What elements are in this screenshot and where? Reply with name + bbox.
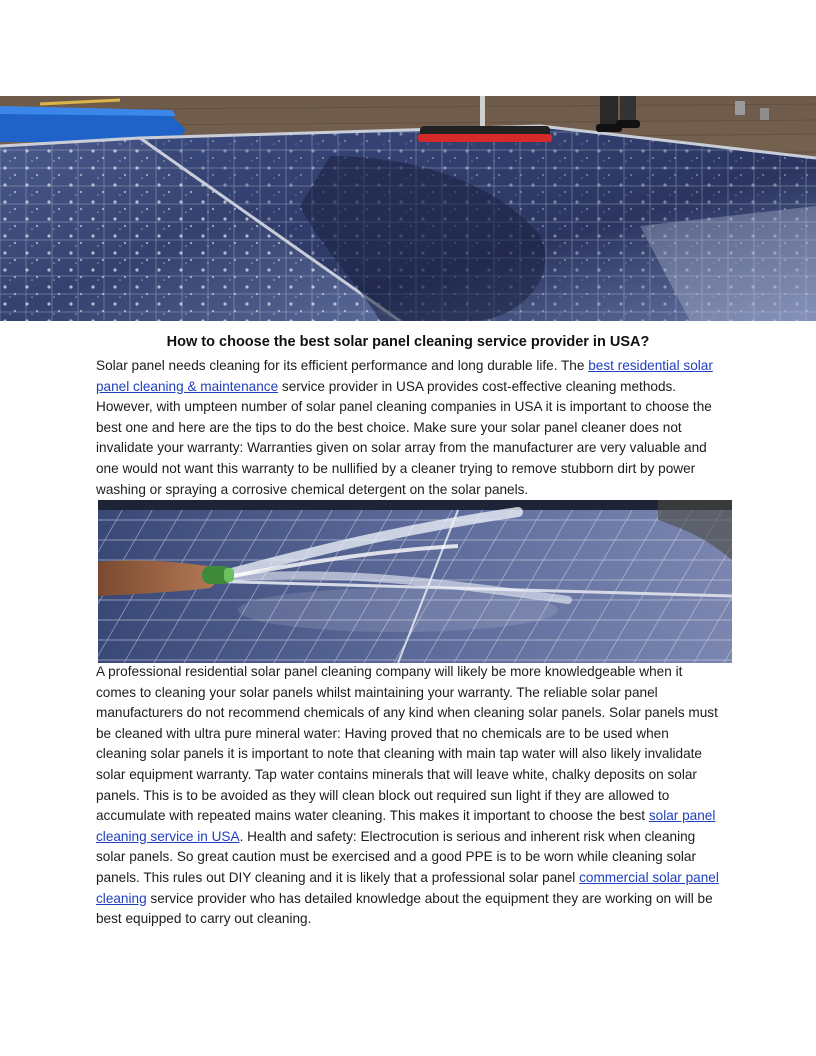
photo-hose-spraying-panels [98, 500, 732, 663]
paragraph-intro-text-2: service provider in USA provides cost-effective cleaning methods. However, with umpteen number of solar panel cleaning companies in USA it is important to choose the best one and here are the tips to do the best choice. Make sure your solar panel cleaner does not invalidate your warranty: Warranties given on solar array from the manufacturer are very valuable and one would not want this warranty to be nullified by a cleaner trying to remove stubborn dirt by power washing or spraying a corrosive chemical detergent on the solar panels. [96, 378, 712, 497]
hero-image-solar-panels-cleaning [0, 96, 816, 321]
paragraph-intro [96, 356, 720, 500]
link-commercial-solar-panel-cleaning[interactable]: commercial solar panel cleaning [96, 869, 719, 906]
document-title: How to choose the best solar panel cleaning service provider in USA? [166, 333, 650, 350]
link-best-residential-solar-cleaning[interactable]: best residential solar panel cleaning & maintenance [96, 358, 713, 394]
paragraph-details-text-3: service provider who has detailed knowledge about the equipment they are working on will be best equipped to carry out cleaning. [96, 890, 713, 927]
paragraph-details [96, 662, 720, 930]
paragraph-intro-text-1: Solar panel needs cleaning for its efficient performance and long durable life. The [96, 358, 589, 373]
link-solar-panel-cleaning-service-usa[interactable]: solar panel cleaning service in USA [96, 808, 716, 844]
paragraph-details-text-1: A professional residential solar panel cleaning company will likely be more knowledgeable when it comes to cleaning your solar panels whilst maintaining your warranty. The reliable solar panel manufacturers do not recommend chemicals of any kind when cleaning solar panels. Solar panels must be cleaned with ultra pure mineral water: Having proved that no chemicals are to be used when cleaning solar panels it is important to note that cleaning with main tap water will also likely invalidate solar equipment warranty. Tap water contains minerals that will leave white, chalky deposits on solar panels. This is to be avoided as they will clean block out required sun light if they are allowed to accumulate with repeated mains water cleaning. This makes it important to choose the best [96, 664, 718, 824]
paragraph-details-text-2: . Health and safety: Electrocution is serious and inherent risk when cleaning solar panels. So great caution must be exercised and a good PPE is to be worn while cleaning solar panels. This rules out DIY cleaning and it is likely that a professional solar panel [96, 828, 696, 885]
